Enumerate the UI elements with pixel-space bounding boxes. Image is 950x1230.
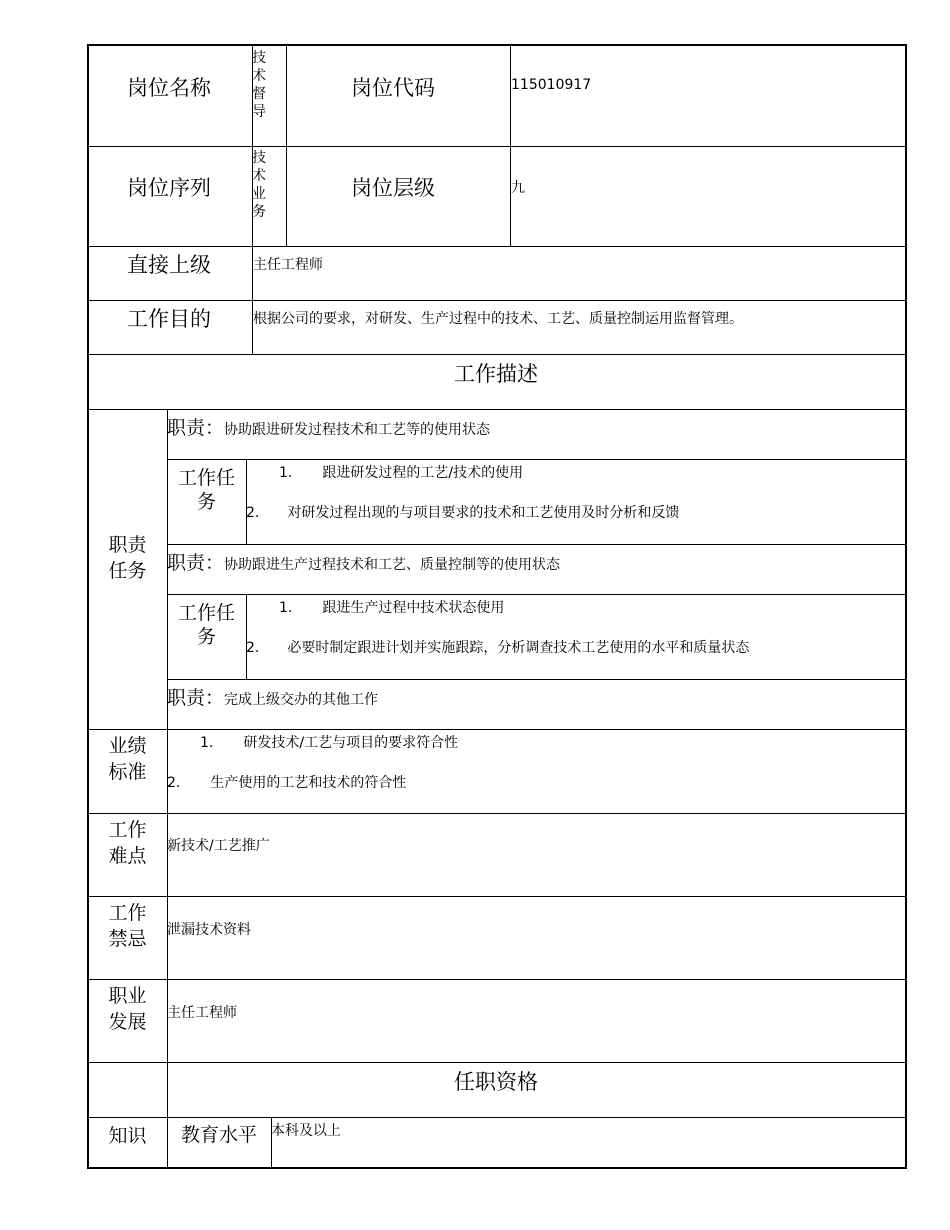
duty-item: 职责：协助跟进生产过程技术和工艺、质量控制等的使用状态 xyxy=(167,552,561,574)
row-divider xyxy=(167,594,906,595)
duty-item: 职责：协助跟进研发过程技术和工艺等的使用状态 xyxy=(167,417,491,439)
column-divider xyxy=(286,45,287,246)
post-level-value: 九 xyxy=(511,180,525,196)
row-divider xyxy=(88,409,906,410)
performance-item: 1. 研发技术/工艺与项目的要求符合性 xyxy=(200,735,459,751)
post-level-label: 岗位层级 xyxy=(351,176,435,200)
task-label: 工作任 务 xyxy=(177,602,235,648)
education-label: 教育水平 xyxy=(180,1124,257,1146)
row-divider xyxy=(88,1117,906,1118)
row-divider xyxy=(88,979,906,980)
row-divider xyxy=(88,300,906,301)
row-divider xyxy=(88,246,906,247)
superior-label: 直接上级 xyxy=(127,253,211,277)
duty-item: 职责：完成上级交办的其他工作 xyxy=(167,687,379,709)
row-divider xyxy=(88,354,906,355)
task-item: 2. 必要时制定跟进计划并实施跟踪，分析调查技术工艺使用的水平和质量状态 xyxy=(246,640,750,656)
row-divider xyxy=(167,679,906,680)
task-label: 工作任 务 xyxy=(177,467,235,513)
difficulty-label: 工作 难点 xyxy=(108,819,147,867)
career-value: 主任工程师 xyxy=(167,1005,237,1021)
performance-item: 2. 生产使用的工艺和技术的符合性 xyxy=(167,775,407,791)
post-name-label: 岗位名称 xyxy=(127,76,211,100)
post-sequence-value: 技术业务 xyxy=(252,150,266,220)
task-item: 2. 对研发过程出现的与项目要求的技术和工艺使用及时分析和反馈 xyxy=(246,505,680,521)
post-name-value: 技术督导 xyxy=(252,50,266,120)
taboo-value: 泄漏技术资料 xyxy=(167,922,251,938)
task-item: 1. 跟进生产过程中技术状态使用 xyxy=(279,600,505,616)
career-label: 职业 发展 xyxy=(108,985,147,1033)
row-divider xyxy=(167,544,906,545)
task-item: 1. 跟进研发过程的工艺/技术的使用 xyxy=(279,465,524,481)
row-divider xyxy=(88,813,906,814)
knowledge-label: 知识 xyxy=(108,1125,147,1147)
row-divider xyxy=(88,896,906,897)
duty-task-label: 职责 任务 xyxy=(108,534,147,582)
work-description-title: 工作描述 xyxy=(454,362,538,386)
purpose-value: 根据公司的要求，对研发、生产过程中的技术、工艺、质量控制运用监督管理。 xyxy=(253,311,743,327)
difficulty-value: 新技术/工艺推广 xyxy=(167,838,270,854)
taboo-label: 工作 禁忌 xyxy=(108,902,147,950)
performance-label: 业绩 标准 xyxy=(108,735,147,783)
qualification-title: 任职资格 xyxy=(454,1070,538,1094)
superior-value: 主任工程师 xyxy=(253,257,323,273)
purpose-label: 工作目的 xyxy=(127,307,211,331)
column-divider xyxy=(510,45,511,246)
row-divider xyxy=(88,729,906,730)
row-divider xyxy=(88,146,906,147)
post-code-value: 115010917 xyxy=(511,77,592,93)
post-sequence-label: 岗位序列 xyxy=(127,176,211,200)
post-code-label: 岗位代码 xyxy=(351,76,435,100)
education-value: 本科及以上 xyxy=(271,1123,341,1139)
row-divider xyxy=(167,459,906,460)
row-divider xyxy=(88,1062,906,1063)
